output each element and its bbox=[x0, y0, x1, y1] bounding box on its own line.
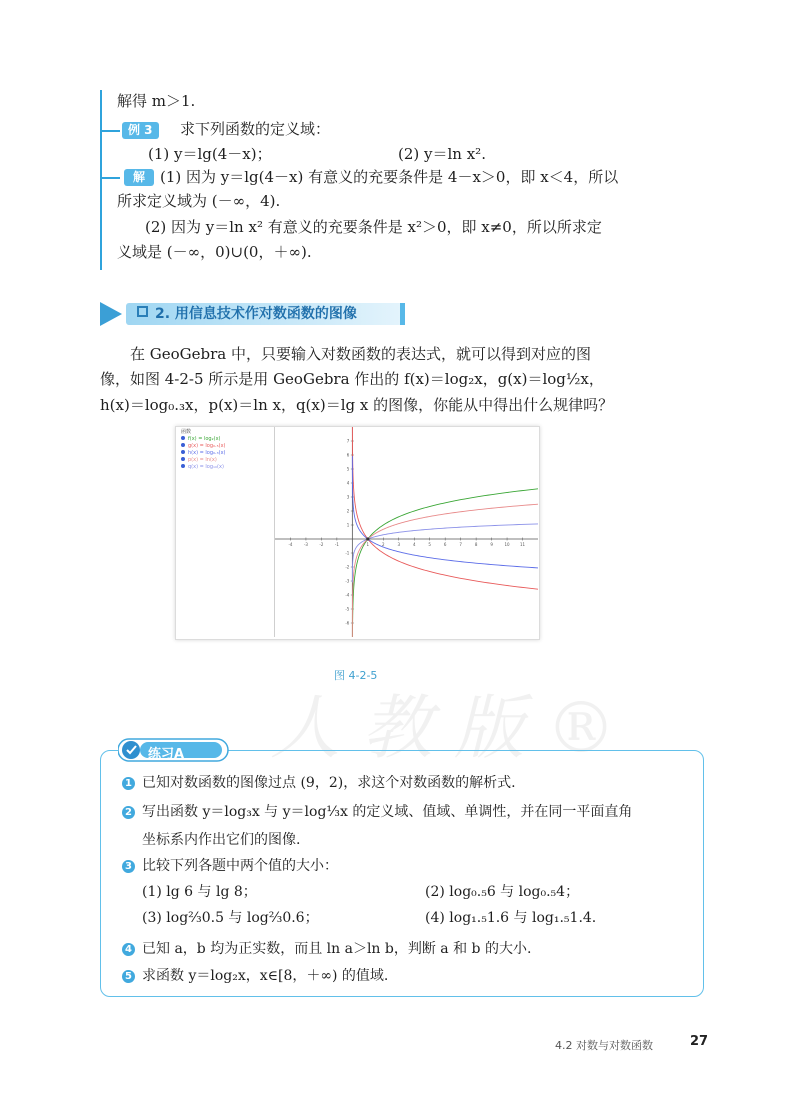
legend-entry bbox=[181, 464, 224, 470]
x-tick-label: -3 bbox=[303, 542, 308, 547]
legend-label: p(x) = ln(x) bbox=[188, 457, 217, 463]
exercise-number-5: 5 bbox=[122, 970, 135, 983]
y-tick-label: 4 bbox=[346, 480, 350, 486]
example-tag: 例 3 bbox=[122, 122, 159, 139]
legend-dot bbox=[181, 450, 185, 454]
page-number: 27 bbox=[690, 1034, 709, 1049]
x-tick-label: 8 bbox=[474, 542, 478, 547]
exercise-q3-item-2: (2) log₀.₅6 与 log₀.₅4； bbox=[425, 884, 580, 900]
example-prompt: 求下列函数的定义域： bbox=[180, 120, 331, 138]
exercise-q3: 比较下列各题中两个值的大小： bbox=[142, 858, 338, 874]
y-tick-label: 1 bbox=[346, 522, 350, 528]
legend-dot bbox=[181, 443, 185, 447]
x-tick-label: -1 bbox=[334, 542, 339, 547]
paragraph-line-2: 像，如图 4-2-5 所示是用 GeoGebra 作出的 f(x)＝log₂x，g(x)＝log½x， bbox=[100, 370, 604, 388]
geogebra-figure bbox=[175, 426, 540, 640]
legend-label: f(x) = log₂(x) bbox=[188, 436, 221, 442]
x-tick-label: 3 bbox=[397, 542, 401, 547]
watermark: 人教版® bbox=[270, 687, 638, 769]
example-item-1: (1) y＝lg(4－x)； bbox=[148, 145, 272, 163]
x-tick-label: 7 bbox=[459, 542, 462, 547]
y-tick-label: 7 bbox=[346, 438, 350, 444]
section-title: 2. 用信息技术作对数函数的图像 bbox=[155, 306, 357, 322]
y-tick-label: -5 bbox=[345, 606, 350, 612]
x-tick-label: 2 bbox=[382, 542, 385, 547]
exercise-number-3: 3 bbox=[122, 860, 135, 873]
exercise-q2-line-2: 坐标系内作出它们的图像. bbox=[142, 832, 301, 848]
example-top-rule bbox=[100, 130, 120, 132]
x-tick-label: 5 bbox=[428, 542, 431, 547]
footer-section: 4.2 对数与对数函数 bbox=[555, 1039, 653, 1052]
y-tick-label: -4 bbox=[345, 592, 350, 598]
legend-dot bbox=[181, 457, 185, 461]
y-tick-label: -6 bbox=[345, 620, 350, 626]
exercise-number-2: 2 bbox=[122, 806, 135, 819]
exercise-q4: 已知 a，b 均为正实数，而且 ln a＞ln b，判断 a 和 b 的大小. bbox=[142, 941, 532, 957]
x-tick-label: 10 bbox=[504, 542, 510, 547]
series-line bbox=[352, 504, 538, 637]
y-tick-label: -1 bbox=[345, 550, 350, 556]
x-tick-label: -4 bbox=[288, 542, 293, 547]
legend-entry bbox=[181, 457, 217, 463]
legend-label: q(x) = log₁₀(x) bbox=[188, 464, 224, 470]
solution-rule bbox=[100, 177, 120, 179]
x-tick-label: 1 bbox=[366, 542, 370, 547]
y-tick-label: 3 bbox=[346, 494, 350, 500]
exercise-q3-item-3: (3) log⅔0.5 与 log⅔0.6； bbox=[142, 910, 319, 926]
legend-entry bbox=[181, 436, 220, 442]
solution-tag: 解 bbox=[124, 169, 154, 186]
exercise-q5: 求函数 y＝log₂x，x∈[8，＋∞) 的值域. bbox=[142, 968, 389, 984]
legend-entry bbox=[181, 443, 225, 449]
exercise-number-1: 1 bbox=[122, 777, 135, 790]
x-tick-label: 6 bbox=[443, 542, 447, 547]
solution-line-3: (2) 因为 y＝ln x² 有意义的充要条件是 x²＞0，即 x≠0，所以所求定 bbox=[145, 218, 602, 236]
solution-line-4: 义域是 (－∞，0)∪(0，＋∞). bbox=[117, 243, 312, 261]
legend-label: h(x) = log₀.₃(x) bbox=[188, 450, 226, 456]
y-tick-label: 5 bbox=[346, 466, 350, 472]
series-line bbox=[352, 427, 538, 589]
solution-line-1: (1) 因为 y＝lg(4－x) 有意义的充要条件是 4－x＞0，即 x＜4，所以 bbox=[160, 168, 619, 186]
x-tick-label: 11 bbox=[519, 542, 526, 547]
x-tick-label: 4 bbox=[412, 542, 416, 547]
exercise-tag: 练习A bbox=[148, 747, 185, 762]
exercise-q3-item-1: (1) lg 6 与 lg 8； bbox=[142, 884, 257, 900]
legend-label: g(x) = log₀.₅(x) bbox=[188, 443, 226, 449]
function-plot bbox=[275, 427, 538, 637]
exercise-q3-item-4: (4) log₁.₅1.6 与 log₁.₅1.4. bbox=[425, 910, 597, 926]
example-side-bar bbox=[100, 90, 102, 270]
exercise-q1: 已知对数函数的图像过点 (9，2)，求这个对数函数的解析式. bbox=[142, 775, 516, 791]
x-tick-label: 9 bbox=[490, 542, 493, 547]
legend-dot bbox=[181, 464, 185, 468]
series-line bbox=[352, 524, 538, 582]
paragraph-line-3: h(x)＝log₀.₃x，p(x)＝ln x，q(x)＝lg x 的图像，你能从中得出什么规律吗？ bbox=[100, 396, 614, 414]
common-point bbox=[366, 537, 369, 540]
y-tick-label: 2 bbox=[346, 508, 350, 514]
legend-panel bbox=[176, 427, 275, 637]
exercise-q2-line-1: 写出函数 y＝log₃x 与 y＝log⅓x 的定义域、值域、单调性，并在同一平面直角 bbox=[142, 804, 633, 820]
legend-title: 函数 bbox=[181, 429, 192, 435]
y-tick-label: -3 bbox=[345, 578, 350, 584]
figure-caption: 图 4-2-5 bbox=[334, 669, 378, 682]
y-tick-label: 6 bbox=[346, 452, 350, 458]
solve-result-line: 解得 m＞1. bbox=[117, 92, 196, 110]
section-icon bbox=[137, 306, 148, 317]
x-tick-label: -2 bbox=[319, 542, 324, 547]
series-line bbox=[352, 489, 538, 637]
solution-line-2: 所求定义域为 (－∞，4). bbox=[117, 192, 281, 210]
legend-dot bbox=[181, 436, 185, 440]
y-tick-label: -2 bbox=[345, 564, 350, 570]
paragraph-line-1: 在 GeoGebra 中，只要输入对数函数的表达式，就可以得到对应的图 bbox=[130, 345, 592, 363]
example-item-2: (2) y＝ln x². bbox=[398, 145, 486, 163]
legend-entry bbox=[181, 450, 225, 456]
exercise-number-4: 4 bbox=[122, 943, 135, 956]
